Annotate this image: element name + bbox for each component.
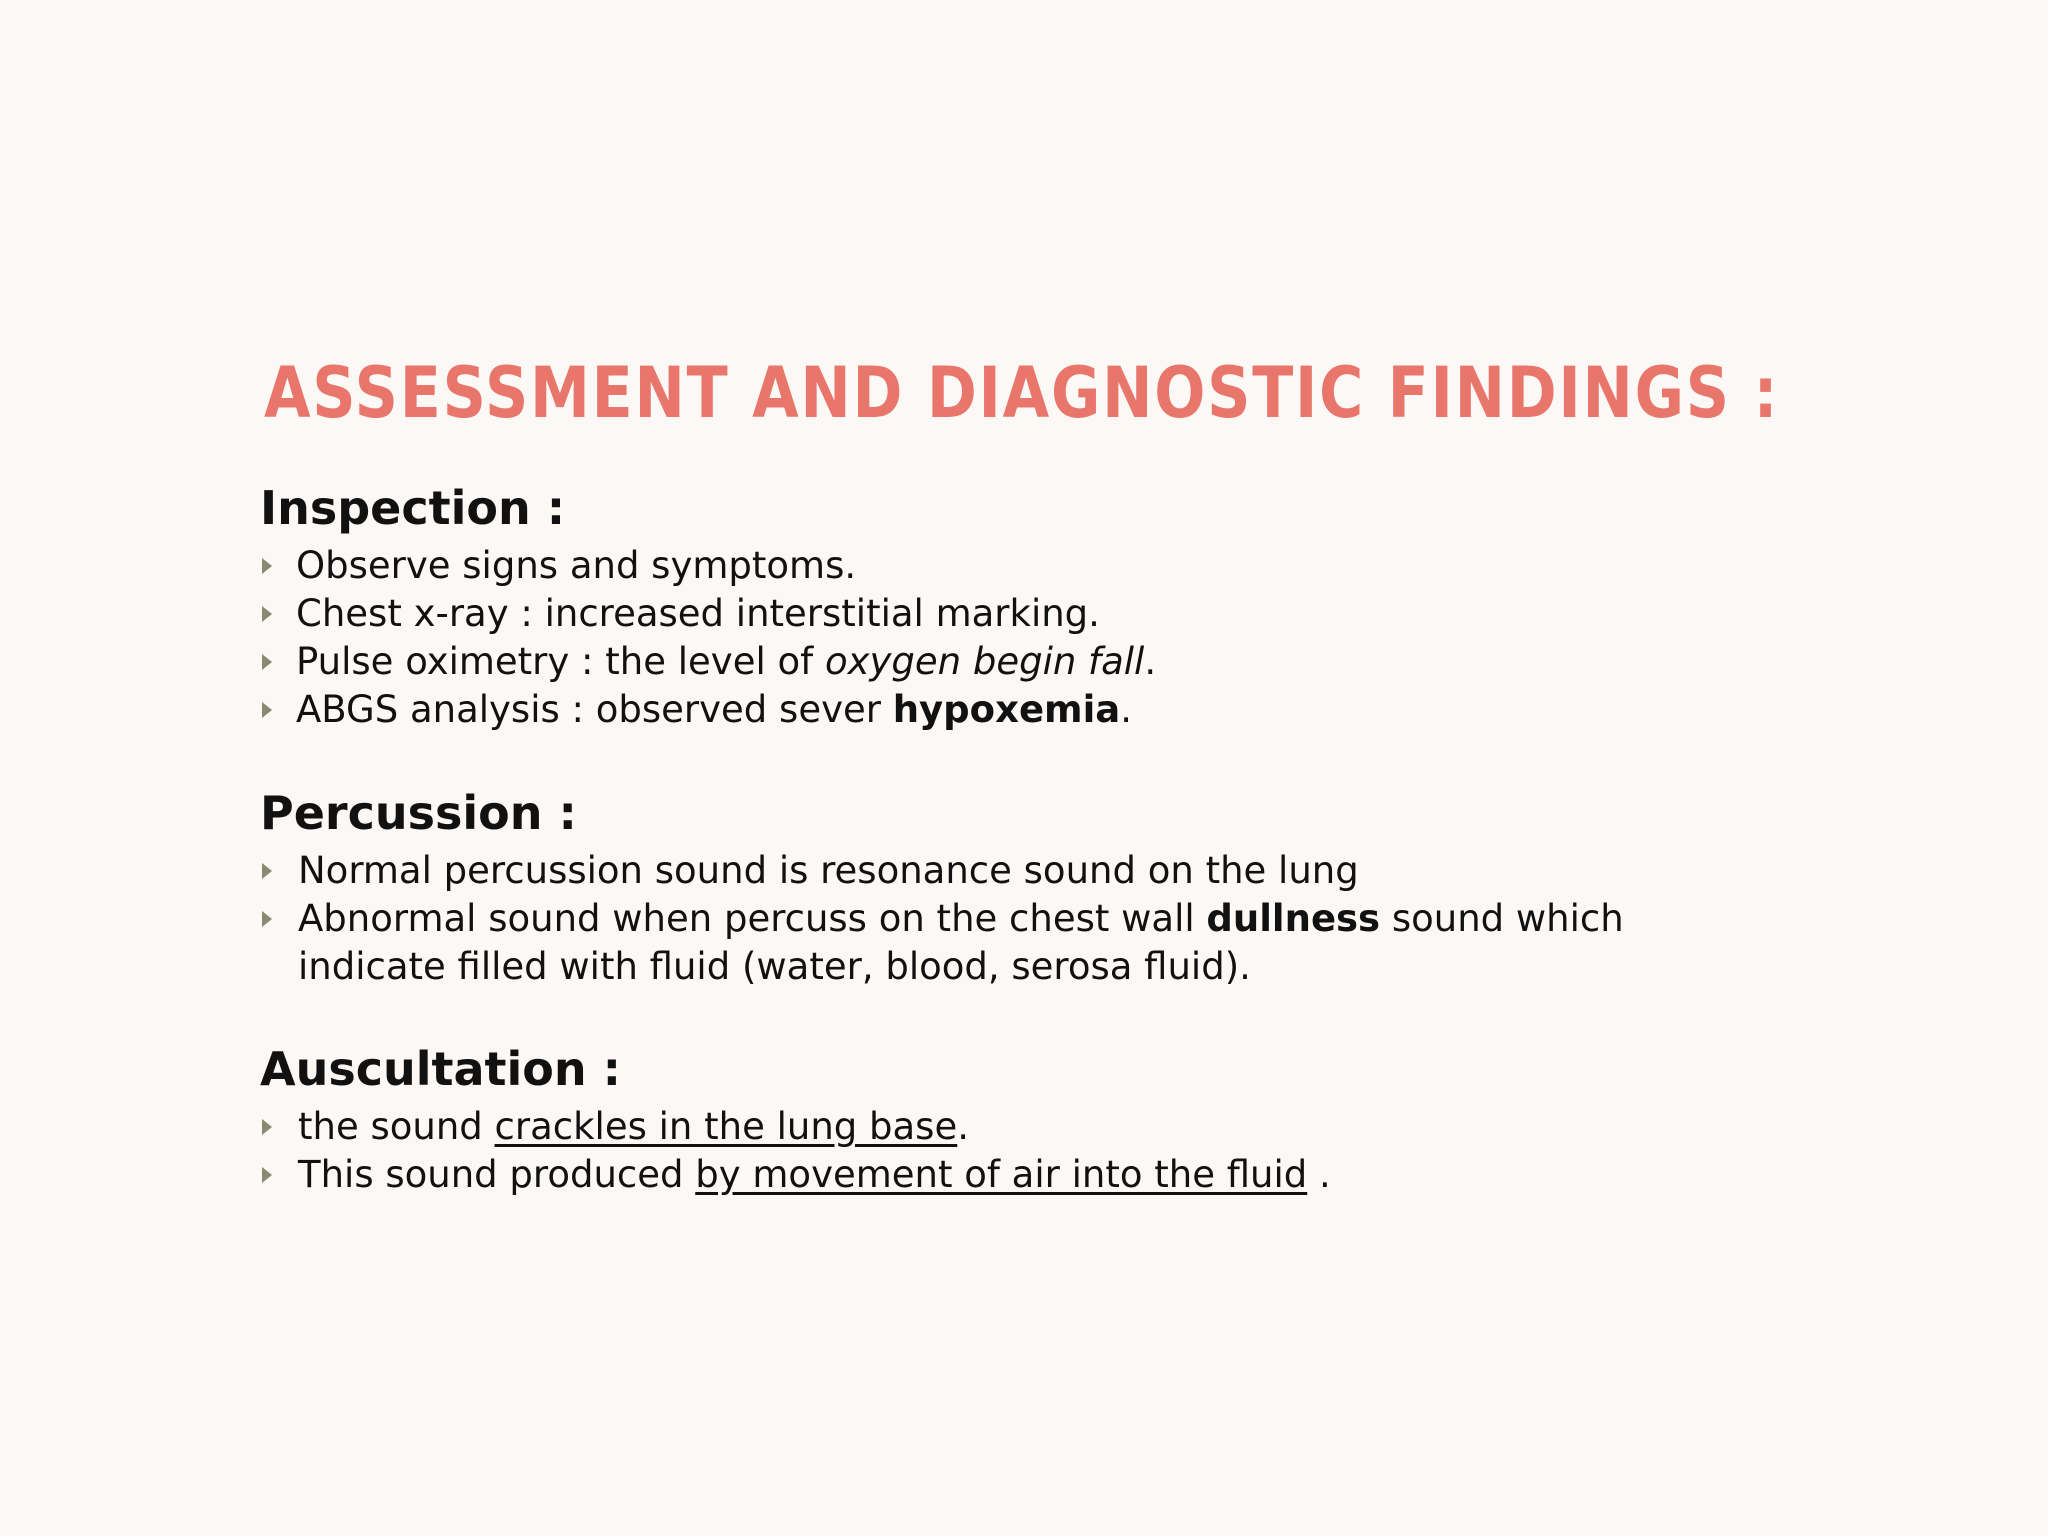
item-text: Normal percussion sound is resonance sound on the lung bbox=[298, 849, 1359, 892]
auscultation-section bbox=[260, 1041, 1740, 1199]
item-underlined: by movement of air into the fluid bbox=[695, 1153, 1308, 1196]
item-text-end: . bbox=[957, 1105, 969, 1148]
list-item bbox=[260, 1103, 1740, 1151]
list-item bbox=[260, 638, 1740, 686]
bullet-arrow-icon bbox=[262, 911, 272, 927]
item-text-end: . bbox=[1120, 688, 1133, 731]
item-bold: hypoxemia bbox=[892, 688, 1121, 731]
list-item bbox=[260, 847, 1740, 895]
item-text: This sound produced bbox=[298, 1153, 696, 1196]
list-item bbox=[260, 542, 1740, 590]
list-item bbox=[260, 590, 1740, 638]
list-item bbox=[260, 686, 1740, 734]
item-bold: dullness bbox=[1206, 897, 1381, 940]
bullet-arrow-icon bbox=[262, 1167, 272, 1183]
bullet-arrow-icon bbox=[262, 1119, 272, 1135]
list-item bbox=[260, 895, 1740, 991]
inspection-list bbox=[260, 542, 1740, 734]
bullet-arrow-icon bbox=[262, 863, 272, 879]
item-text: Chest x-ray : increased interstitial marking. bbox=[296, 592, 1100, 635]
item-underlined: crackles in the lung base bbox=[494, 1105, 958, 1148]
item-text: Abnormal sound when percuss on the chest wall bbox=[298, 897, 1207, 940]
bullet-arrow-icon bbox=[262, 606, 272, 622]
item-text: ABGS analysis : observed sever bbox=[296, 688, 893, 731]
percussion-heading: Percussion : bbox=[260, 786, 577, 840]
item-emphasis: oxygen begin fall bbox=[824, 640, 1145, 683]
percussion-list bbox=[260, 847, 1740, 991]
slide-title: ASSESSMENT AND DIAGNOSTIC FINDINGS : bbox=[264, 352, 1780, 434]
percussion-section bbox=[260, 785, 1740, 991]
bullet-arrow-icon bbox=[262, 654, 272, 670]
item-text-end: sound which indicate filled with fluid (water, blood, serosa fluid). bbox=[298, 897, 1624, 988]
item-text: the sound bbox=[298, 1105, 495, 1148]
item-text: Observe signs and symptoms. bbox=[296, 544, 857, 587]
bullet-arrow-icon bbox=[262, 558, 272, 574]
auscultation-list bbox=[260, 1103, 1740, 1199]
list-item bbox=[260, 1151, 1740, 1199]
inspection-heading: Inspection : bbox=[260, 481, 566, 535]
auscultation-heading: Auscultation : bbox=[260, 1042, 622, 1096]
inspection-section bbox=[260, 480, 1740, 734]
item-text-end: . bbox=[1144, 640, 1157, 683]
item-text: Pulse oximetry : the level of bbox=[296, 640, 825, 683]
item-text-end: . bbox=[1307, 1153, 1331, 1196]
bullet-arrow-icon bbox=[262, 702, 272, 718]
